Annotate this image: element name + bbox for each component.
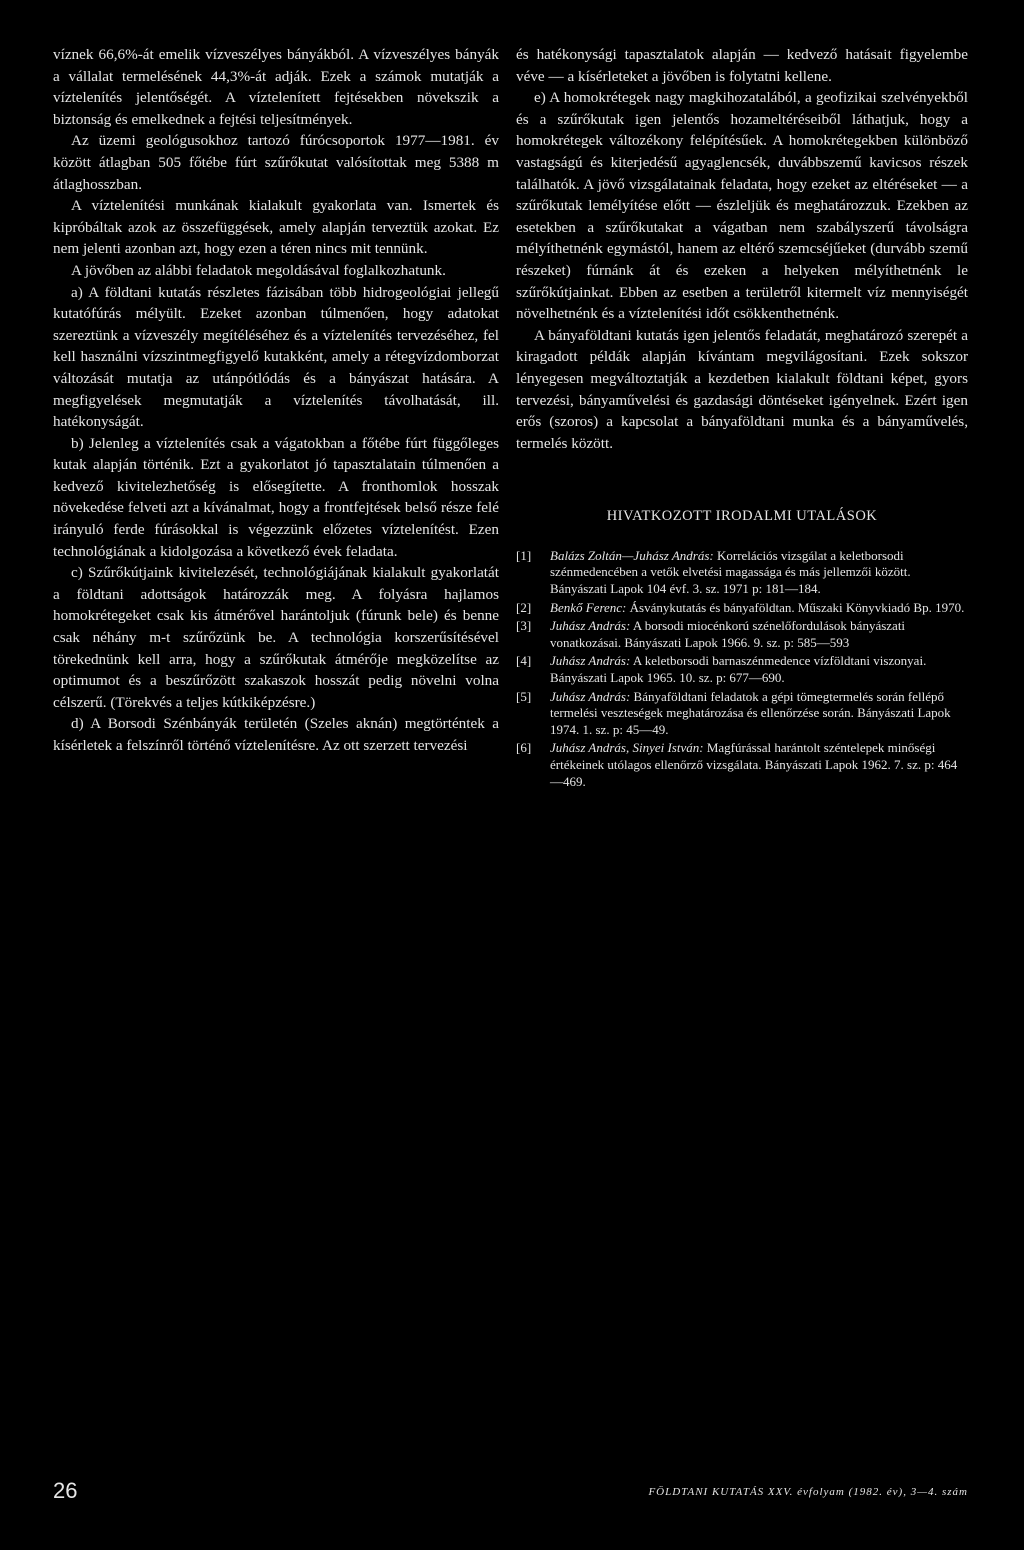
reference-author: Benkő Ferenc: <box>550 599 627 615</box>
paragraph: A jövőben az alábbi feladatok megoldásával foglalkozhatunk. <box>71 261 446 279</box>
reference-number: [6] <box>516 740 532 756</box>
reference-item <box>516 740 968 790</box>
reference-item <box>516 600 968 617</box>
references-heading: HIVATKOZOTT IRODALMI UTALÁSOK <box>606 508 878 525</box>
reference-number: [2] <box>516 599 532 615</box>
reference-number: [1] <box>516 547 532 563</box>
journal-citation: FÖLDTANI KUTATÁS XXV. évfolyam (1982. év), 3—4. szám <box>648 1486 968 1498</box>
reference-text: A keletborsodi barnaszénmedence vízföldtani viszonyai. Bányászati Lapok 1965. 10. sz. p: 677—690. <box>550 653 927 686</box>
reference-author: Juhász András: <box>550 688 631 704</box>
paragraph: d) A Borsodi Szénbányák területén (Szeles aknán) megtörténtek a kísérletek a felszínről történő víztelenítésre. Az ott szerzett tervezési <box>53 715 499 754</box>
reference-text: Korrelációs vizsgálat a keletborsodi szénmedencében a vetők elvetési magassága és más jellemzői között. Bányászati Lapok 104 évf. 3. sz. 1971 p: 181—184. <box>550 547 911 597</box>
reference-item <box>516 548 968 598</box>
page-footer <box>53 1478 968 1508</box>
reference-author: Juhász András: <box>550 618 631 634</box>
reference-number: [5] <box>516 688 532 704</box>
reference-text: Ásványkutatás és bányaföldtan. Műszaki Könyvkiadó Bp. 1970. <box>626 599 965 615</box>
paragraph: e) A homokrétegek nagy magkihozatalából, a geofizikai szelvényekből és a szűrőkutak igen jelentős hozameltéréseiből láthatjuk, hogy a homokrétegek változékony felépítésűek. A homokrétegekben különböző vastagságú és kiterjedésű agyaglencsék, duvábbszemű kavicsos részek találhatók. A jövő vizsgálatainak feladata, hogy ezeket az eltéréseket — a szűrőkutak lemélyítése előtt — észleljük és meghatározzuk. Ezekben az esetekben a szűrőkutakat a vágatban nem szabályszerű távolságra mélyíthetnénk egymástól, hanem az eltérő szemcséjűeket (durvább szemű részeket) fúrnánk át és ezeken a helyeken mélyíthetnénk le szűrőkútjainkat. Ebben az esetben a területről kitermelt víz mennyiségét növelhetnénk és a víztelenítési időt csökkenthetnénk. <box>516 89 968 323</box>
right-column <box>516 44 968 792</box>
reference-item <box>516 618 968 651</box>
paragraph: és hatékonysági tapasztalatok alapján — kedvező hatásait figyelembe véve — a kísérleteket a jövőben is folytatni kellene. <box>516 46 968 85</box>
reference-author: Juhász András, Sinyei István: <box>550 740 704 756</box>
page-number: 26 <box>53 1478 78 1503</box>
paragraph: c) Szűrőkútjaink kivitelezését, technológiájának kialakult gyakorlatát a földtani adottságok határozzák meg. A folyásra hajlamos homokrétegeket csak kis átmérővel harántoljuk (fúrunk bele) és benne csak néhány m-t szűrőzünk be. A technológia korszerűsítésével törekednünk kell arra, hogy a szűrőkutak átmérője megközelítse az optimumot és a beszűrőzött szakaszok hosszát pedig növelni volna célszerű. (Törekvés a teljes kútkiképzésre.) <box>53 564 499 711</box>
reference-item <box>516 689 968 739</box>
reference-text: Magfúrással harántolt széntelepek minőségi értékeinek utólagos ellenőrző vizsgálata. Bányászati Lapok 1962. 7. sz. p: 464—469. <box>550 740 958 789</box>
paragraph: Az üzemi geológusokhoz tartozó fúrócsoportok 1977—1981. év között átlagban 505 főtébe fúrt szűrőkutat valósítottak meg 5388 m átlaghosszban. <box>53 132 499 193</box>
reference-number: [4] <box>516 653 532 669</box>
paragraph: A bányaföldtani kutatás igen jelentős feladatát, meghatározó szerepét a kiragadott példák alapján kívántam megvilágosítani. Ezek sokszor lényegesen megváltoztatják a kezdetben kialakult földtani képet, gyors tervezési, bányaművelési és gazdasági döntéseket igényelnek. Ezért igen erős (szoros) a kapcsolat a bányaföldtani munka és a bányaművelés, termelés között. <box>516 326 968 452</box>
reference-number: [3] <box>516 618 532 634</box>
reference-author: Balázs Zoltán—Juhász András: <box>550 547 714 563</box>
reference-text: Bányaföldtani feladatok a gépi tömegtermelés során fellépő termelési veszteségek meghatározása és ellenőrzése során. Bányászati Lapok 1974. 1. sz. p: 45—49. <box>550 688 951 737</box>
reference-author: Juhász András: <box>550 653 631 669</box>
paragraph: víznek 66,6%-át emelik vízveszélyes bányákból. A vízveszélyes bányák a vállalat termelésének 44,3%-át adják. Ezek a számok mutatják a víztelenítés jelentőségét. A víztelenített fejtésekben növekszik a biztonság és emelkednek a fejtési teljesítmények. <box>53 46 499 128</box>
paragraph: b) Jelenleg a víztelenítés csak a vágatokban a főtébe fúrt függőleges kutak alapján történik. Ezt a gyakorlatot jó tapasztalatain túlmenően a kedvező kivitelezhetőség is elősegítette. A fronthomlok hosszak növekedése felveti azt a kívánalmat, hogy a frontfejtések belső része felé irányuló ferde fúrásokkal is végezzünk előzetes víztelenítést. Ezen technológiának a kidolgozása a következő évek feladata. <box>53 434 499 560</box>
paragraph: a) A földtani kutatás részletes fázisában több hidrogeológiai jellegű kutatófúrás mélyült. Ezeket azonban túlmenően, hogy adatokat szereztünk a vízveszély megítéléséhez és a víztelenítés tervezéséhez, fel kell használni vízszintmegfigyelő kutakként, amely a rétegvízdomborzat változását mutatja az utánpótlódás és a bányászat hatására. A megfigyelések megmutatják a víztelenítés távolhatását, ill. hatékonyságát. <box>53 283 499 431</box>
reference-item <box>516 653 968 686</box>
left-column <box>53 44 499 757</box>
paragraph: A víztelenítési munkának kialakult gyakorlata van. Ismertek és kipróbáltak azok az összefüggések, amely alapján terveztük azokat. Ez nem jelenti azonban azt, hogy ezen a téren nincs mit tennünk. <box>53 197 499 258</box>
reference-text: A borsodi miocénkorú szénelőfordulások bányászati vonatkozásai. Bányászati Lapok 1966. 9. sz. p: 585—593 <box>550 618 906 650</box>
references-list <box>516 548 968 790</box>
